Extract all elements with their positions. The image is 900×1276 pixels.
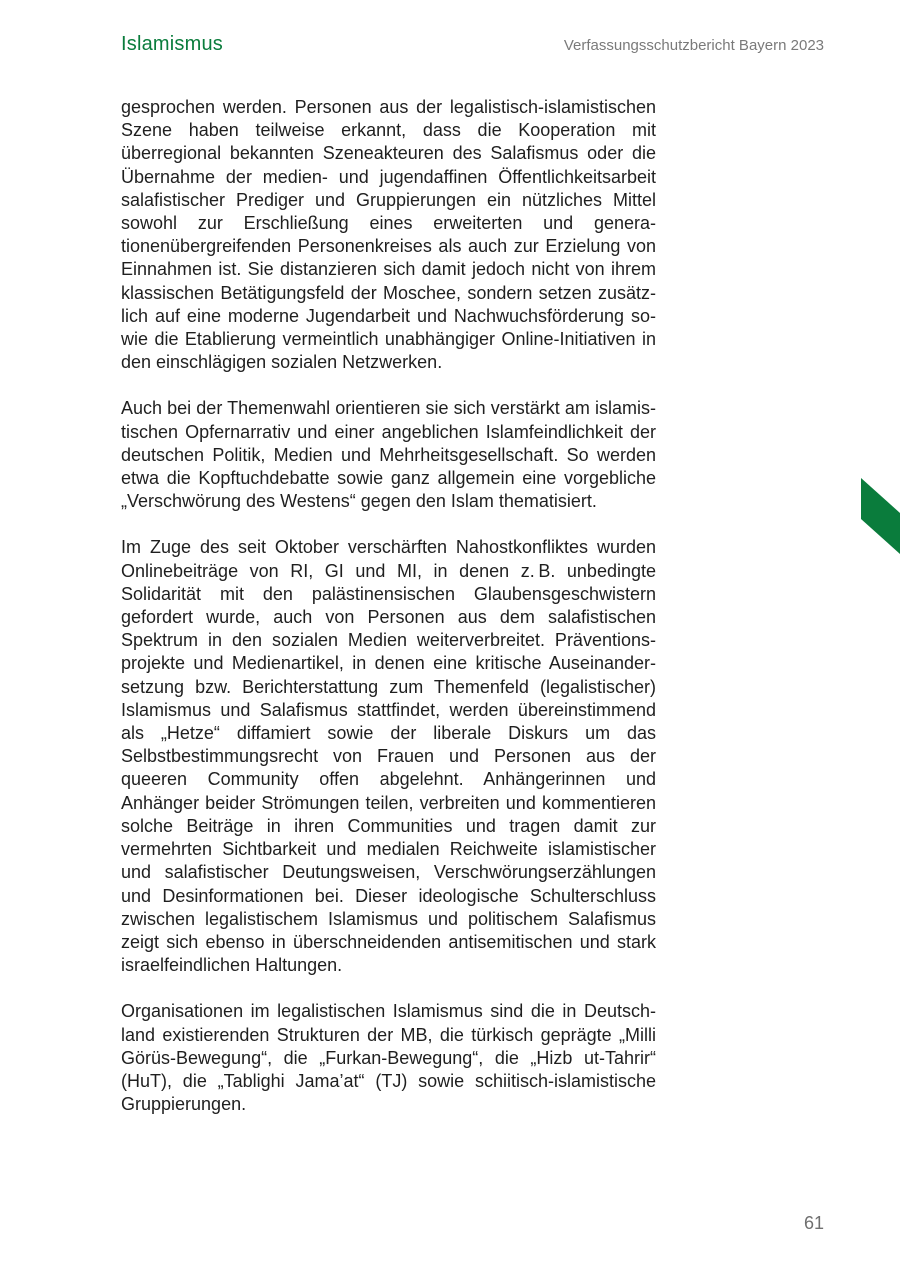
paragraph: Im Zuge des seit Oktober verschärften Nahostkonfliktes wurden Onlinebeiträge von RI, GI und MI, in denen z. B. unbedingte Solidarität mit den palästinensischen Glaubensgeschwistern gefordert wurde, auch von Personen aus dem salafistischen Spektrum in den sozialen Medien weiterverbreitet. Präventionsprojekte und Medienartikel, in denen eine kritische Auseinandersetzung bzw. Berichterstattung zum Themenfeld (legalistischer) Islamismus und Salafismus stattfindet, werden übereinstimmend als „Hetze“ diffamiert sowie der liberale Diskurs um das Selbstbestimmungsrecht von Frauen und Personen aus der queeren Community offen abgelehnt. Anhängerinnen und Anhänger beider Strömungen teilen, verbreiten und kommentieren solche Beiträge in ihren Communities und tragen damit zur vermehrten Sichtbarkeit und medialen Reichweite islamistischer und salafistischer Deutungsweisen, Verschwörungserzählungen und Desinformationen bei. Dieser ideologische Schulterschluss zwischen legalistischem Islamismus und politischem Salafismus zeigt sich ebenso in überschneidenden antisemitischen und stark israelfeindlichen Haltungen. bbox=[121, 537, 656, 976]
report-title: Verfassungsschutzbericht Bayern 2023 bbox=[563, 37, 824, 54]
page-number: 61 bbox=[803, 1213, 824, 1233]
section-title: Islamismus bbox=[121, 33, 224, 55]
chapter-tab-shape bbox=[861, 478, 900, 554]
body-text bbox=[121, 96, 656, 1139]
paragraph: Auch bei der Themenwahl orientieren sie sich verstärkt am islamistischen Opfernarrativ und einer angeblichen Islamfeindlichkeit der deutschen Politik, Medien und Mehrheitsgesellschaft. So werden etwa die Kopftuchdebatte sowie ganz allgemein eine vorgebliche „Verschwörung des Westens“ gegen den Islam thematisiert. bbox=[121, 398, 656, 512]
chapter-tab-marker bbox=[861, 478, 900, 554]
paragraph: Organisationen im legalistischen Islamismus sind die in Deutschland existierenden Strukturen der MB, die türkisch geprägte „Milli Görüs-Bewegung“, die „Furkan-Bewegung“, die „Hizb ut-Tahrir“ (HuT), die „Tablighi Jama’at“ (TJ) sowie schiitisch-islamistische Gruppierungen. bbox=[121, 1001, 656, 1115]
paragraph: gesprochen werden. Personen aus der legalistisch-islamistischen Szene haben teilweise erkannt, dass die Kooperation mit überregional bekannten Szeneakteuren des Salafismus oder die Übernahme der medien- und jugendaffinen Öffentlichkeitsarbeit salafistischer Prediger und Gruppierungen ein nützliches Mittel sowohl zur Erschließung eines erweiterten und generationenübergreifenden Personenkreises als auch zur Erzielung von Einnahmen ist. Sie distanzieren sich damit jedoch nicht von ihrem klassischen Betätigungsfeld der Moschee, sondern setzen zusätzlich auf eine moderne Jugendarbeit und Nachwuchsförderung sowie die Etablierung vermeintlich unabhängiger Online-Initiativen in den einschlägigen sozialen Netzwerken. bbox=[121, 97, 656, 373]
